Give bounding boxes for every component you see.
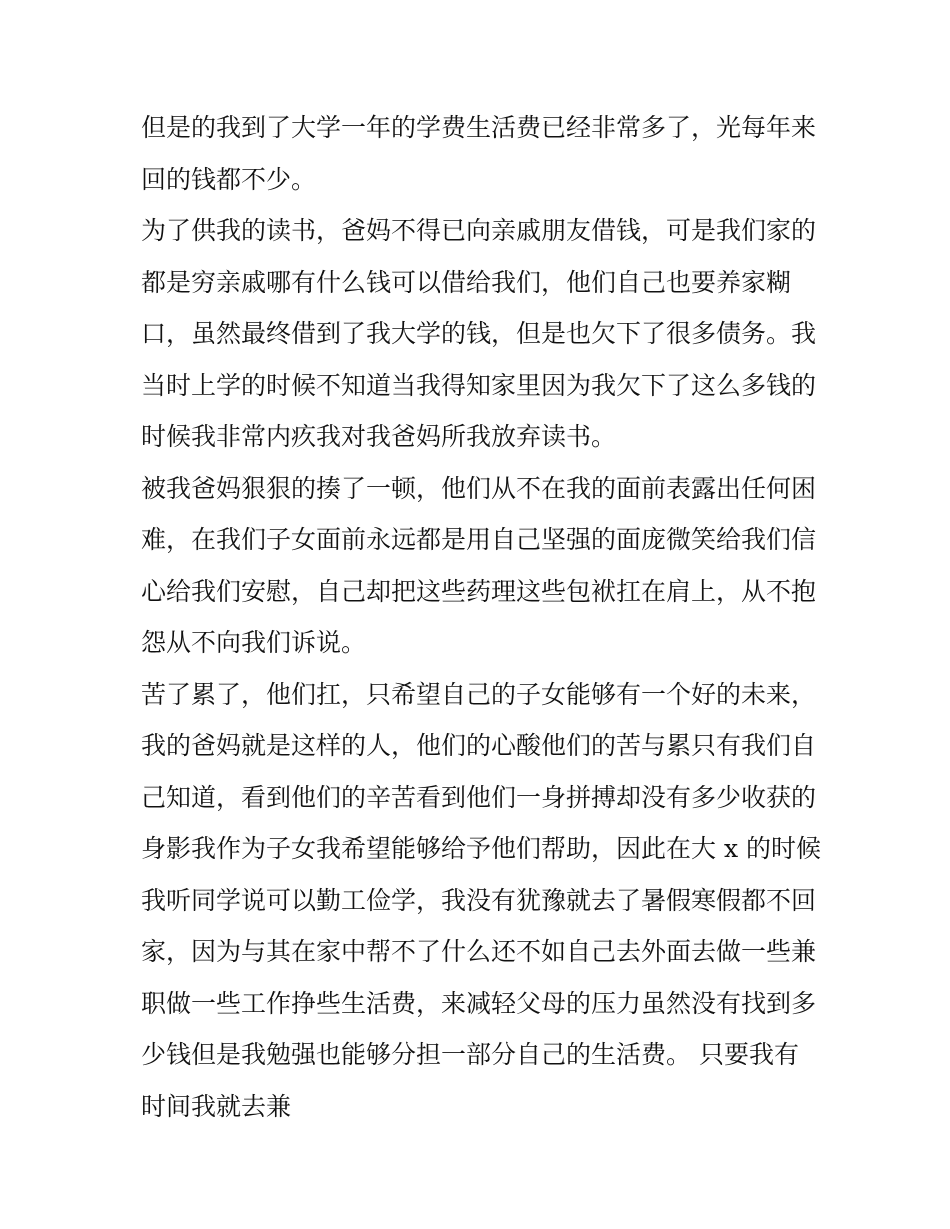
text-line: 少钱但是我勉强也能够分担一部分自己的生活费。 只要我有: [141, 1040, 799, 1069]
text-line: 怨从不向我们诉说。: [141, 628, 367, 657]
text-line: 我听同学说可以勤工俭学，我没有犹豫就去了暑假寒假都不回: [141, 885, 817, 915]
text-line: 时候我非常内疚我对我爸妈所我放弃读书。: [141, 422, 617, 451]
text-line: 难，在我们子女面前永远都是用自己坚强的面庞微笑给我们信: [141, 525, 817, 554]
text-line: 时间我就去兼: [141, 1091, 292, 1121]
text-line: 口，虽然最终借到了我大学的钱，但是也欠下了很多债务。我: [141, 319, 817, 348]
text-line: 苦了累了，他们扛，只希望自己的子女能够有一个好的未来，: [141, 679, 817, 709]
text-line: 身影我作为子女我希望能够给予他们帮助，因此在大 x 的时候: [141, 834, 821, 863]
text-line: 回的钱都不少。: [141, 164, 317, 194]
text-line: 为了供我的读书，爸妈不得已向亲戚朋友借钱，可是我们家的: [141, 216, 817, 245]
text-line: 己知道，看到他们的辛苦看到他们一身拼搏却没有多少收获的: [141, 782, 817, 812]
text-line: 当时上学的时候不知道当我得知家里因为我欠下了这么多钱的: [141, 370, 817, 400]
text-line: 被我爸妈狠狠的揍了一顿，他们从不在我的面前表露出任何困: [141, 473, 817, 503]
document-body: [141, 102, 821, 1132]
text-line: 但是的我到了大学一年的学费生活费已经非常多了，光每年来: [141, 113, 817, 142]
text-line: 心给我们安慰，自己却把这些药理这些包袱扛在肩上，从不抱: [141, 576, 817, 606]
text-line: 我的爸妈就是这样的人，他们的心酸他们的苦与累只有我们自: [141, 731, 817, 760]
text-line: 都是穷亲戚哪有什么钱可以借给我们，他们自己也要养家糊: [141, 267, 792, 297]
text-line: 职做一些工作挣些生活费，来减轻父母的压力虽然没有找到多: [141, 988, 817, 1018]
text-line: 家，因为与其在家中帮不了什么还不如自己去外面去做一些兼: [141, 937, 817, 966]
